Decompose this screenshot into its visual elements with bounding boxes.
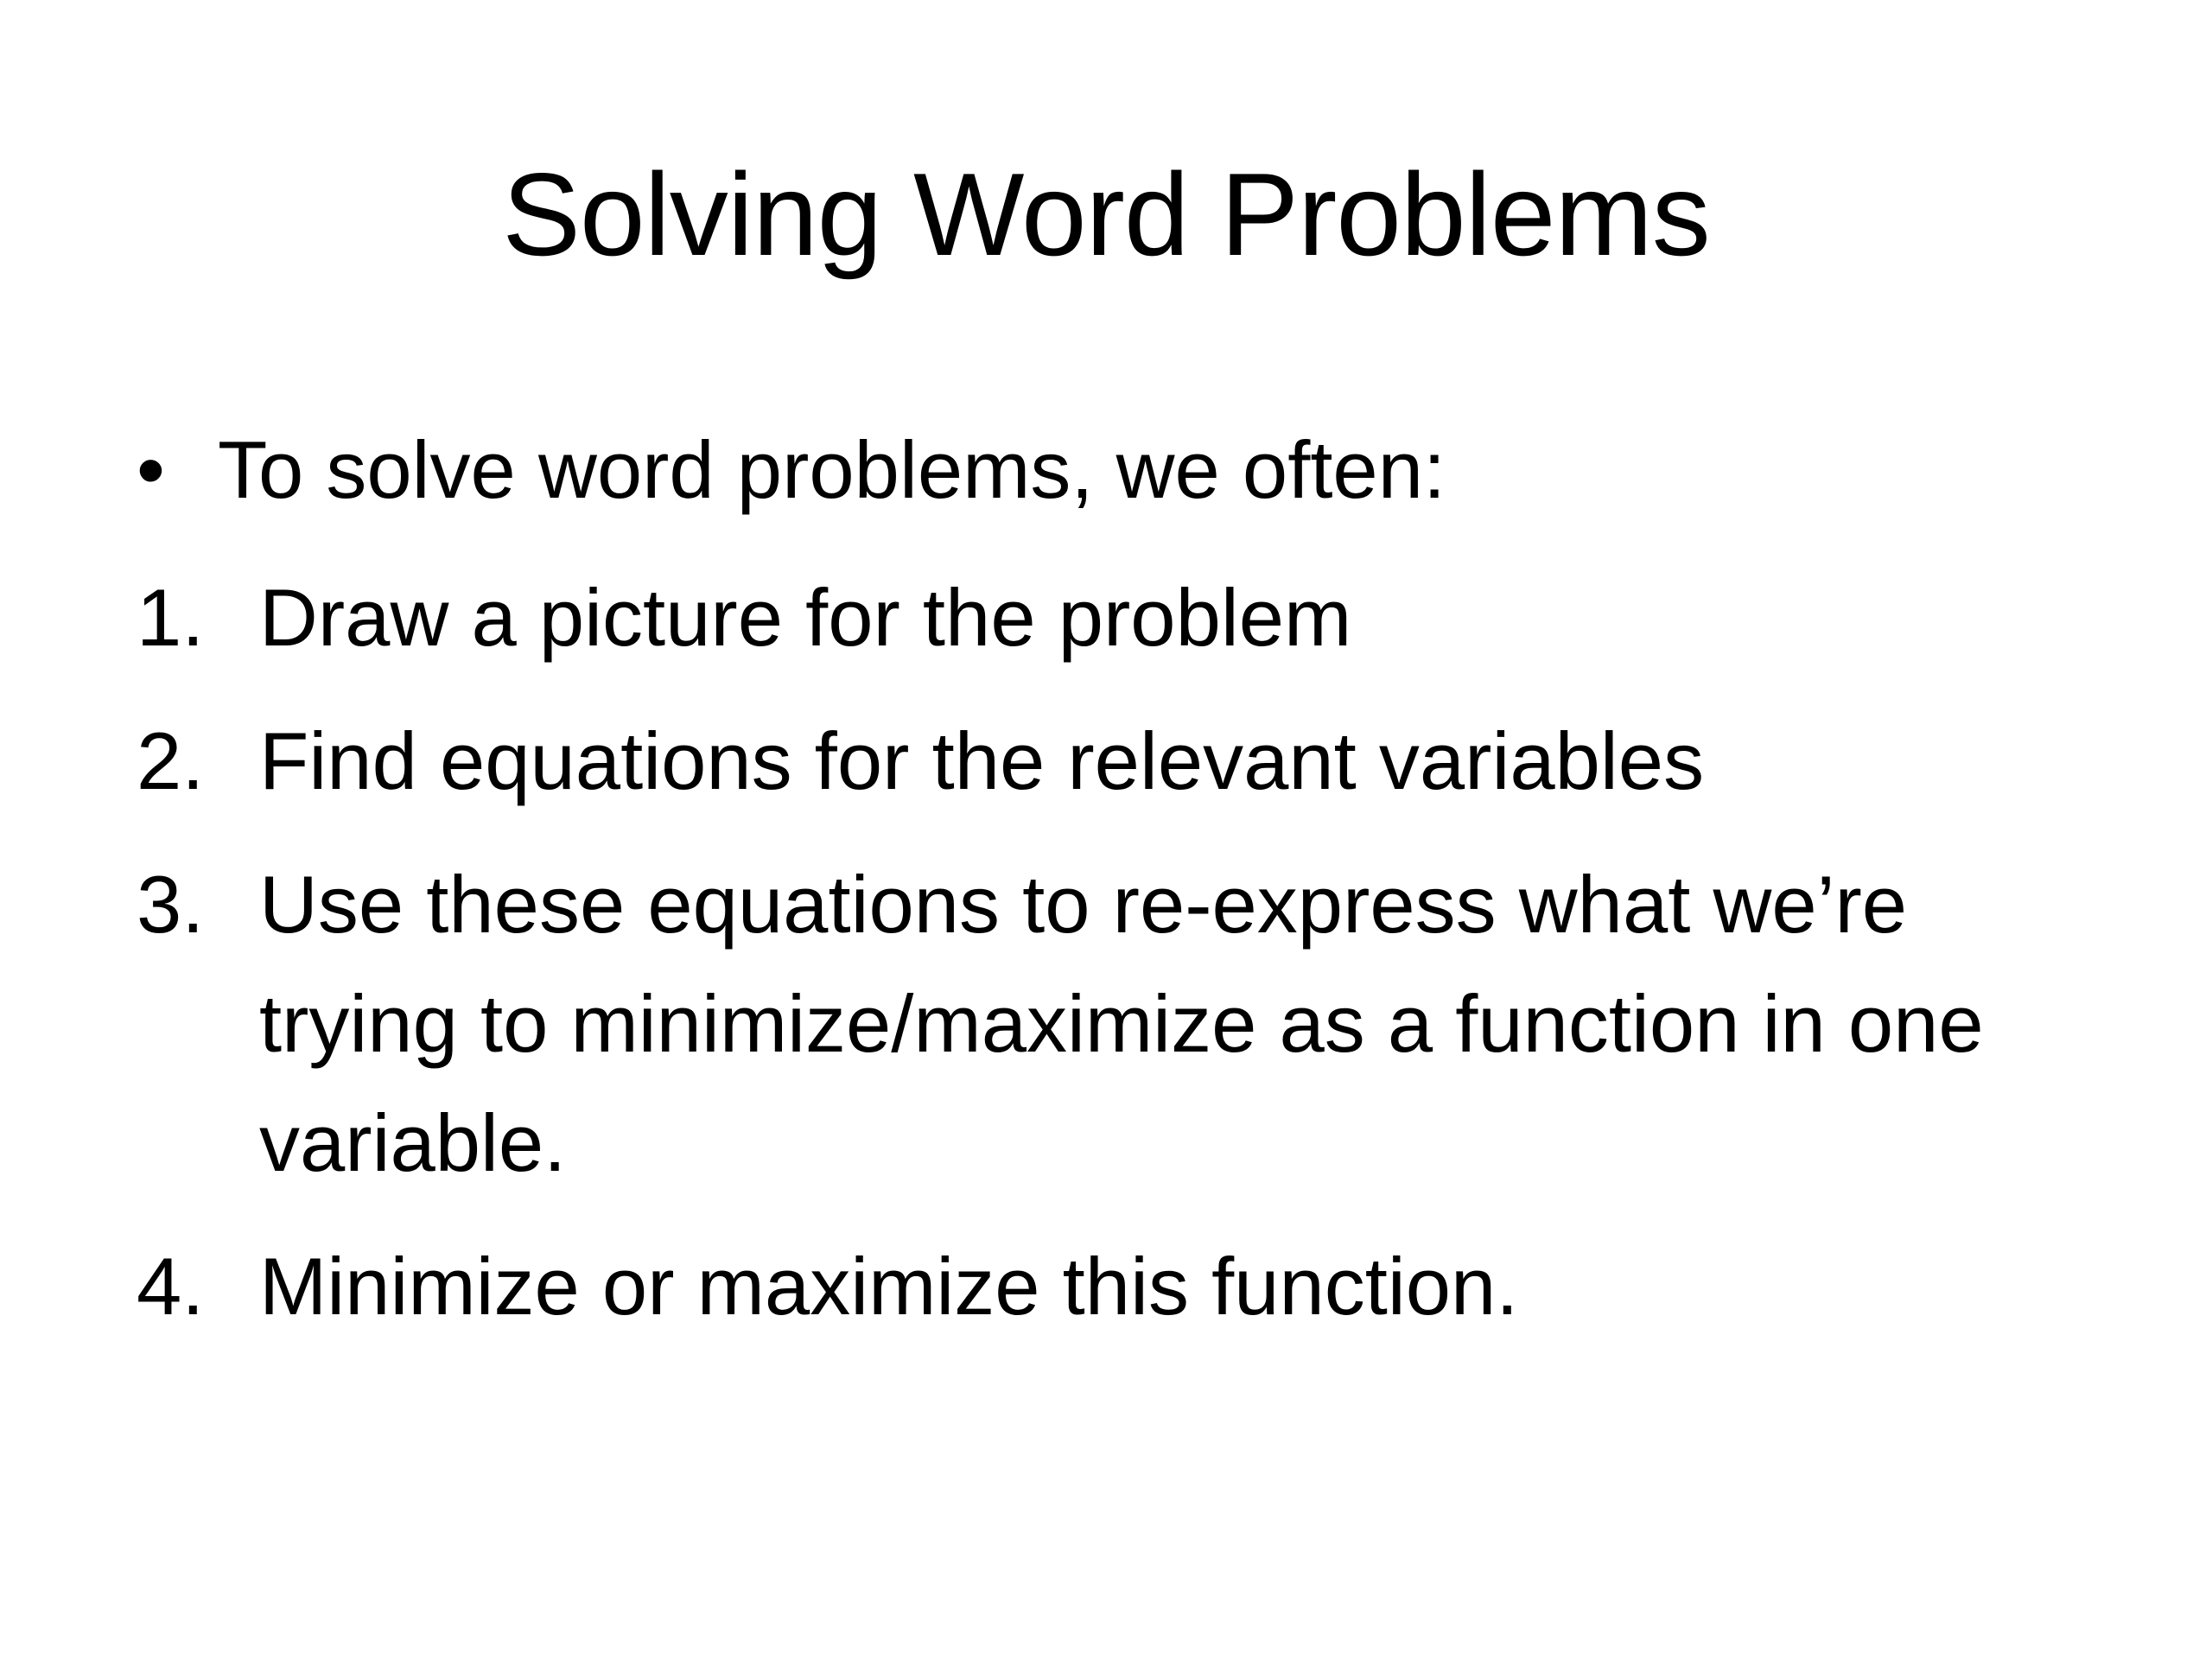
step-number: 4. — [137, 1241, 205, 1332]
slide-body — [130, 406, 2117, 1346]
step-item-4 — [130, 1227, 2117, 1346]
step-number: 3. — [137, 859, 205, 950]
steps-list — [130, 558, 2117, 1346]
slide-title: Solving Word Problems — [502, 149, 1710, 280]
step-number: 1. — [137, 572, 205, 663]
step-item-2 — [130, 702, 2117, 821]
step-item-1 — [130, 558, 2117, 677]
bullet-icon: • — [137, 424, 165, 515]
step-text: Draw a picture for the problem — [259, 572, 1352, 663]
step-number: 2. — [137, 715, 205, 806]
intro-text: To solve word problems, we often: — [218, 424, 1446, 515]
intro-bullet-item — [130, 406, 2117, 534]
step-text: Minimize or maximize this function. — [259, 1241, 1519, 1332]
step-text: Use these equations to re-express what we’re trying to minimize/maximize as a function in one variable. — [259, 859, 1984, 1188]
step-text: Find equations for the relevant variables — [259, 715, 1705, 806]
step-item-3 — [130, 845, 2117, 1203]
